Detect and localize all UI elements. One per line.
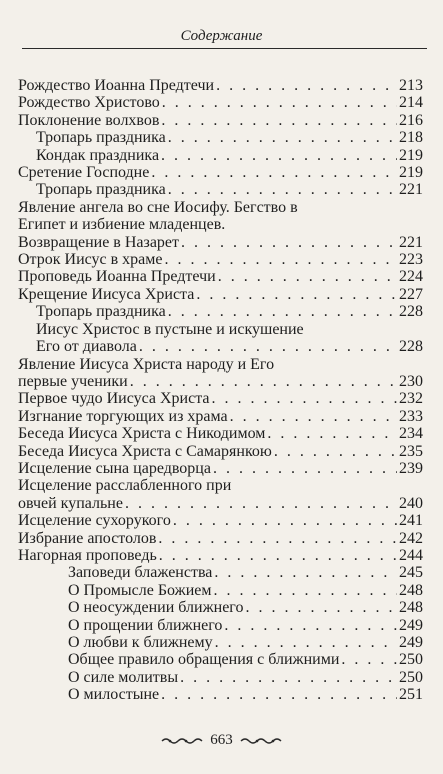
toc-entry <box>18 129 423 146</box>
toc-entry-title: Избрание апостолов <box>18 529 157 547</box>
toc-entry <box>18 321 423 356</box>
toc-entry-title: О любви к ближнему <box>68 634 213 651</box>
toc-entry-title: Явление ангела во сне Иосифу. Бегство в <box>18 198 298 216</box>
toc-entry-title: Исцеление сухорукого <box>18 512 171 530</box>
toc-entry-title: О прощении ближнего <box>68 616 223 634</box>
toc-entry-title: Кондак праздника <box>36 146 160 164</box>
toc-entry-title: Рождество Иоанна Предтечи <box>18 77 215 94</box>
toc-entry-title: Иисус Христос в пустыне и искушение <box>36 320 304 338</box>
leader-dots <box>274 443 397 460</box>
toc-entry-page: 244 <box>399 546 423 564</box>
toc-entry-title: О неосуждении ближнего <box>68 599 244 617</box>
leader-dots <box>161 686 397 703</box>
toc-entry-title: Сретение Господне <box>18 164 150 182</box>
toc-entry-title: Общее правило обращения с ближними <box>68 651 340 669</box>
toc-entry-page: 240 <box>399 494 423 512</box>
toc-entry-title: Нагорная проповедь <box>18 546 157 564</box>
toc-entry-title: Отрок Иисус в храме <box>18 251 163 269</box>
toc-entry <box>18 512 423 529</box>
toc-entry-title: Первое чудо Иисуса Христа <box>18 390 210 408</box>
toc-entry <box>18 651 423 668</box>
toc-entry-title: О милостыне <box>68 686 160 704</box>
toc-entry-page: 251 <box>399 686 423 704</box>
toc-entry <box>18 286 423 303</box>
toc-entry-title: О Промысле Божием <box>68 581 212 599</box>
table-of-contents <box>18 77 423 704</box>
toc-entry-page: 232 <box>399 390 423 408</box>
toc-entry-page: 230 <box>399 372 423 390</box>
leader-dots <box>212 390 398 407</box>
toc-entry-title: Исцеление сына царедворца <box>18 459 211 477</box>
ornament-right-icon <box>239 736 283 746</box>
toc-entry <box>18 530 423 547</box>
toc-entry-page: 250 <box>399 668 423 686</box>
toc-entry-title: Изгнание торгующих из храма <box>18 407 228 425</box>
leader-dots <box>139 338 397 355</box>
toc-entry <box>18 164 423 181</box>
leader-dots <box>130 373 397 390</box>
toc-entry-page: 249 <box>399 616 423 634</box>
toc-entry-page: 250 <box>399 651 423 669</box>
toc-entry <box>18 460 423 477</box>
toc-entry <box>18 94 423 111</box>
toc-entry <box>18 251 423 268</box>
toc-entry-page: 228 <box>399 303 423 321</box>
toc-entry-page: 223 <box>399 251 423 269</box>
toc-entry-title-cont: первые ученики <box>18 372 128 390</box>
toc-entry <box>18 181 423 198</box>
toc-entry <box>18 582 423 599</box>
leader-dots <box>162 94 397 111</box>
leader-dots <box>165 251 397 268</box>
toc-entry-page: 239 <box>399 459 423 477</box>
toc-entry-title: Крещение Иисуса Христа <box>18 285 195 303</box>
leader-dots <box>151 164 397 181</box>
toc-entry-page: 242 <box>399 529 423 547</box>
toc-entry-title-cont: Египет и избиение младенцев. <box>18 216 226 234</box>
toc-entry-page: 245 <box>399 564 423 582</box>
toc-entry-page: 241 <box>399 512 423 530</box>
toc-entry-title: Заповеди блаженства <box>68 564 213 582</box>
toc-entry-title: Тропарь праздника <box>36 181 166 199</box>
toc-entry-title: Рождество Христово <box>18 94 160 112</box>
toc-entry-page: 235 <box>399 442 423 460</box>
toc-entry <box>18 147 423 164</box>
toc-entry-page: 224 <box>399 268 423 286</box>
toc-entry <box>18 425 423 442</box>
toc-entry-title: Беседа Иисуса Христа с Самарянкою <box>18 442 272 460</box>
toc-entry-title: Явление Иисуса Христа народу и Его <box>18 355 275 373</box>
toc-entry-title-cont: овчей купальне <box>18 494 123 512</box>
toc-entry-page: 227 <box>399 285 423 303</box>
toc-entry-page: 249 <box>399 634 423 651</box>
page-number: 663 <box>210 732 233 748</box>
toc-entry <box>18 634 423 651</box>
toc-entry <box>18 77 423 94</box>
toc-entry <box>18 390 423 407</box>
toc-entry <box>18 356 423 391</box>
toc-entry <box>18 547 423 564</box>
leader-dots <box>213 460 397 477</box>
toc-entry <box>18 199 423 234</box>
leader-dots <box>196 286 397 303</box>
leader-dots <box>216 77 397 94</box>
toc-entry <box>18 686 423 703</box>
toc-entry-page: 214 <box>399 94 423 112</box>
leader-dots <box>214 582 398 599</box>
page-footer <box>0 732 443 749</box>
leader-dots <box>215 634 397 651</box>
toc-entry-title: Беседа Иисуса Христа с Никодимом <box>18 425 266 443</box>
toc-entry <box>18 234 423 251</box>
leader-dots <box>230 408 397 425</box>
toc-entry <box>18 303 423 320</box>
leader-dots <box>173 512 397 529</box>
toc-entry <box>18 268 423 285</box>
running-header: Содержание <box>180 28 263 44</box>
leader-dots <box>161 147 397 164</box>
toc-entry <box>18 669 423 686</box>
toc-entry-page: 219 <box>399 164 423 182</box>
toc-entry <box>18 564 423 581</box>
leader-dots <box>158 530 397 547</box>
toc-entry-title: Исцеление расслабленного при <box>18 477 232 495</box>
leader-dots <box>267 425 397 442</box>
toc-entry-page: 213 <box>399 77 423 94</box>
toc-entry-page: 248 <box>399 599 423 617</box>
toc-entry-page: 218 <box>399 129 423 147</box>
toc-entry-title: Возвращение в Назарет <box>18 233 180 251</box>
toc-entry-page: 219 <box>399 146 423 164</box>
toc-entry <box>18 112 423 129</box>
leader-dots <box>341 651 397 668</box>
toc-entry <box>18 617 423 634</box>
leader-dots <box>181 234 397 251</box>
toc-entry-title: О силе молитвы <box>68 668 179 686</box>
leader-dots <box>168 129 397 146</box>
toc-entry-page: 216 <box>399 111 423 129</box>
toc-entry-page: 228 <box>399 338 423 356</box>
leader-dots <box>159 547 397 564</box>
toc-entry-page: 221 <box>399 233 423 251</box>
toc-entry-title-cont: Его от диавола <box>36 338 137 356</box>
toc-entry <box>18 599 423 616</box>
leader-dots <box>245 599 397 616</box>
toc-entry-page: 221 <box>399 181 423 199</box>
toc-entry-title: Поклонение волхвов <box>18 111 160 129</box>
toc-entry-title: Тропарь праздника <box>36 129 166 147</box>
toc-entry <box>18 443 423 460</box>
leader-dots <box>168 303 397 320</box>
leader-dots <box>180 669 397 686</box>
toc-entry <box>18 477 423 512</box>
toc-entry-title: Тропарь праздника <box>36 303 166 321</box>
ornament-left-icon <box>160 736 204 746</box>
leader-dots <box>224 617 397 634</box>
toc-entry-title: Проповедь Иоанна Предтечи <box>18 268 216 286</box>
leader-dots <box>214 564 397 581</box>
toc-entry <box>18 408 423 425</box>
leader-dots <box>218 268 397 285</box>
leader-dots <box>168 181 397 198</box>
leader-dots <box>125 495 397 512</box>
toc-entry-page: 248 <box>399 581 423 599</box>
toc-entry-page: 233 <box>399 407 423 425</box>
toc-entry-page: 234 <box>399 425 423 443</box>
leader-dots <box>161 112 397 129</box>
header-rule <box>22 48 427 49</box>
